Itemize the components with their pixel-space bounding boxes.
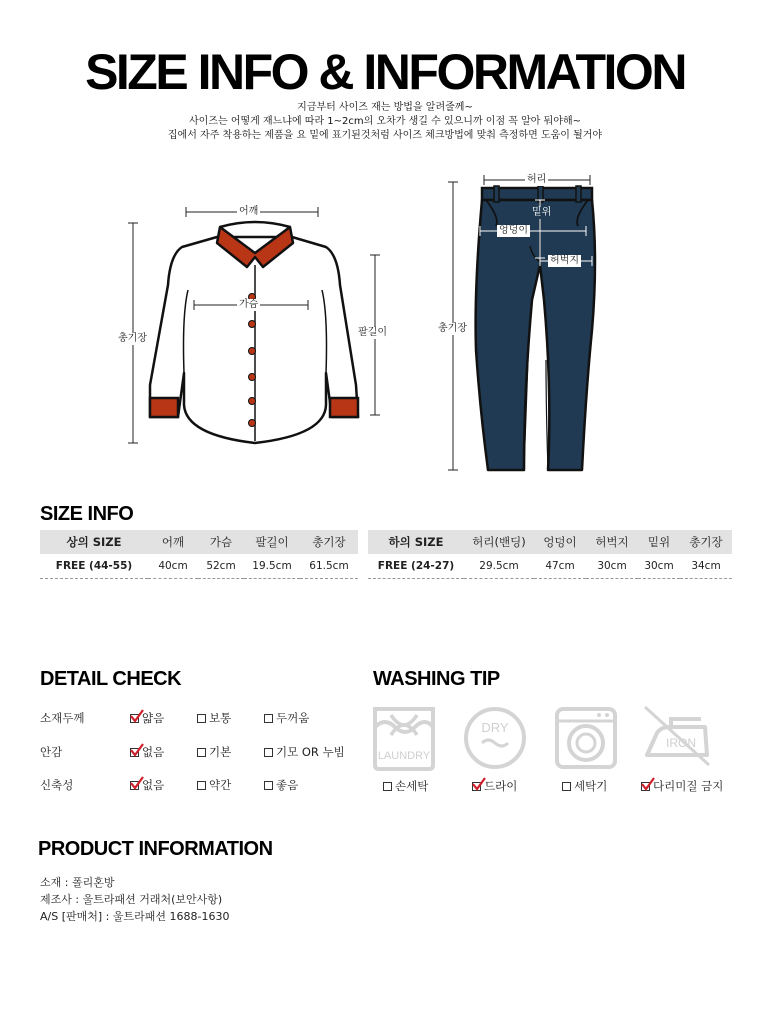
- washing-tip-title: WASHING TIP: [373, 668, 500, 690]
- wash-option-dry[interactable]: [472, 778, 517, 794]
- top-chest-value: 52cm: [198, 554, 244, 578]
- iron-text: IRON: [666, 736, 696, 750]
- top-shoulder-header: 어깨: [148, 530, 198, 554]
- top-size-value: FREE (44-55): [40, 554, 148, 578]
- bottom-thigh-header: 허벅지: [586, 530, 638, 554]
- option-label: 두꺼움: [276, 711, 310, 725]
- product-after-service: A/S [판매처] : 울트라패션 1688-1630: [40, 910, 230, 923]
- stretch-option-none[interactable]: [130, 777, 164, 793]
- checkbox-icon[interactable]: [264, 781, 273, 790]
- bottom-size-value: FREE (24-27): [368, 554, 464, 578]
- no-iron-icon: [641, 705, 713, 767]
- bottom-hip-value: 47cm: [534, 554, 586, 578]
- table-row: [368, 554, 732, 578]
- wash-option-hand[interactable]: [383, 778, 428, 794]
- bottom-waist-value: 29.5cm: [464, 554, 534, 578]
- option-label: 기모 OR 누빔: [276, 745, 345, 759]
- top-length-header: 총기장: [300, 530, 358, 554]
- option-label: 세탁기: [574, 779, 608, 793]
- top-size-table: [40, 530, 358, 579]
- bottom-rise-header: 밑위: [638, 530, 680, 554]
- stretch-option-good[interactable]: [264, 777, 298, 793]
- pants-length-label: 총기장: [438, 323, 467, 334]
- bottom-hip-header: 엉덩이: [534, 530, 586, 554]
- shirt-shoulder-label: 어깨: [239, 206, 259, 217]
- thickness-label: 소재두께: [40, 711, 85, 725]
- bottom-length-header: 총기장: [680, 530, 732, 554]
- top-size-header: 상의 SIZE: [40, 530, 148, 554]
- bottom-size-header-row: [368, 530, 732, 554]
- checkbox-checked-icon[interactable]: [130, 714, 139, 723]
- option-label: 없음: [142, 745, 165, 759]
- top-chest-header: 가슴: [198, 530, 244, 554]
- page-title: SIZE INFO & INFORMATION: [85, 44, 685, 100]
- thickness-option-thin[interactable]: [130, 710, 164, 726]
- laundry-text: LAUNDRY: [377, 750, 431, 762]
- checkbox-icon[interactable]: [264, 748, 273, 757]
- option-label: 다리미질 금지: [653, 779, 724, 793]
- lining-option-fleece[interactable]: [264, 744, 345, 760]
- wash-option-machine[interactable]: [562, 778, 607, 794]
- stretch-label: 신축성: [40, 778, 74, 792]
- lining-label: 안감: [40, 745, 63, 759]
- detail-check-title: DETAIL CHECK: [40, 668, 182, 690]
- wash-option-no-iron[interactable]: [641, 778, 723, 794]
- stretch-option-some[interactable]: [197, 777, 231, 793]
- checkbox-icon[interactable]: [562, 782, 571, 791]
- option-label: 좋음: [276, 778, 299, 792]
- lining-option-none[interactable]: [130, 744, 164, 760]
- shirt-sleeve-label: 팔길이: [358, 327, 387, 338]
- top-sleeve-header: 팔길이: [244, 530, 300, 554]
- product-material: 소재 : 폴리혼방: [40, 876, 115, 889]
- subtitle-line-3: 집에서 자주 착용하는 제품을 요 밑에 표기된것처럼 사이즈 체크방법에 맞춰 측정하면 도움이 될거야: [167, 130, 603, 141]
- bottom-thigh-value: 30cm: [586, 554, 638, 578]
- pants-waist-label: 허리: [527, 174, 547, 185]
- laundry-tub-icon: [371, 705, 437, 771]
- shirt-chest-label: 가슴: [239, 299, 259, 310]
- checkbox-checked-icon[interactable]: [130, 748, 139, 757]
- subtitle-line-1: 지금부터 사이즈 재는 방법을 알려줄께~: [297, 102, 473, 113]
- checkbox-icon[interactable]: [264, 714, 273, 723]
- option-label: 기본: [209, 745, 232, 759]
- option-label: 손세탁: [395, 779, 429, 793]
- size-info-title: SIZE INFO: [40, 503, 134, 525]
- top-length-value: 61.5cm: [300, 554, 358, 578]
- bottom-size-header: 하의 SIZE: [368, 530, 464, 554]
- pants-thigh-label: 허벅지: [550, 255, 579, 266]
- option-label: 드라이: [484, 779, 518, 793]
- bottom-rise-value: 30cm: [638, 554, 680, 578]
- top-shoulder-value: 40cm: [148, 554, 198, 578]
- thickness-option-thick[interactable]: [264, 710, 309, 726]
- subtitle-line-2: 사이즈는 어떻게 재느냐에 따라 1~2cm의 오차가 생길 수 있으니까 이점 꼭 알아 둬야해~: [189, 116, 581, 127]
- top-size-header-row: [40, 530, 358, 554]
- lining-option-basic[interactable]: [197, 744, 231, 760]
- bottom-length-value: 34cm: [680, 554, 732, 578]
- pants-hip-label: 엉덩이: [499, 225, 528, 236]
- option-label: 약간: [209, 778, 232, 792]
- checkbox-checked-icon[interactable]: [472, 782, 481, 791]
- dry-text: DRY: [481, 720, 509, 735]
- option-label: 보통: [209, 711, 232, 725]
- checkbox-checked-icon[interactable]: [641, 782, 650, 791]
- pants-rise-label: 밑위: [532, 207, 552, 218]
- bottom-waist-header: 허리(밴딩): [464, 530, 534, 554]
- bottom-size-table: [368, 530, 732, 579]
- thickness-option-normal[interactable]: [197, 710, 231, 726]
- checkbox-icon[interactable]: [197, 748, 206, 757]
- checkbox-icon[interactable]: [197, 714, 206, 723]
- product-info-title: PRODUCT INFORMATION: [38, 838, 273, 860]
- product-manufacturer: 제조사 : 울트라패션 거래처(보안사항): [40, 893, 223, 906]
- option-label: 없음: [142, 778, 165, 792]
- dry-clean-icon: [462, 705, 528, 771]
- table-row: [40, 554, 358, 578]
- checkbox-checked-icon[interactable]: [130, 781, 139, 790]
- shirt-length-label: 총기장: [118, 333, 147, 344]
- washing-machine-icon: [553, 705, 619, 771]
- top-sleeve-value: 19.5cm: [244, 554, 300, 578]
- checkbox-icon[interactable]: [197, 781, 206, 790]
- checkbox-icon[interactable]: [383, 782, 392, 791]
- option-label: 얇음: [142, 711, 165, 725]
